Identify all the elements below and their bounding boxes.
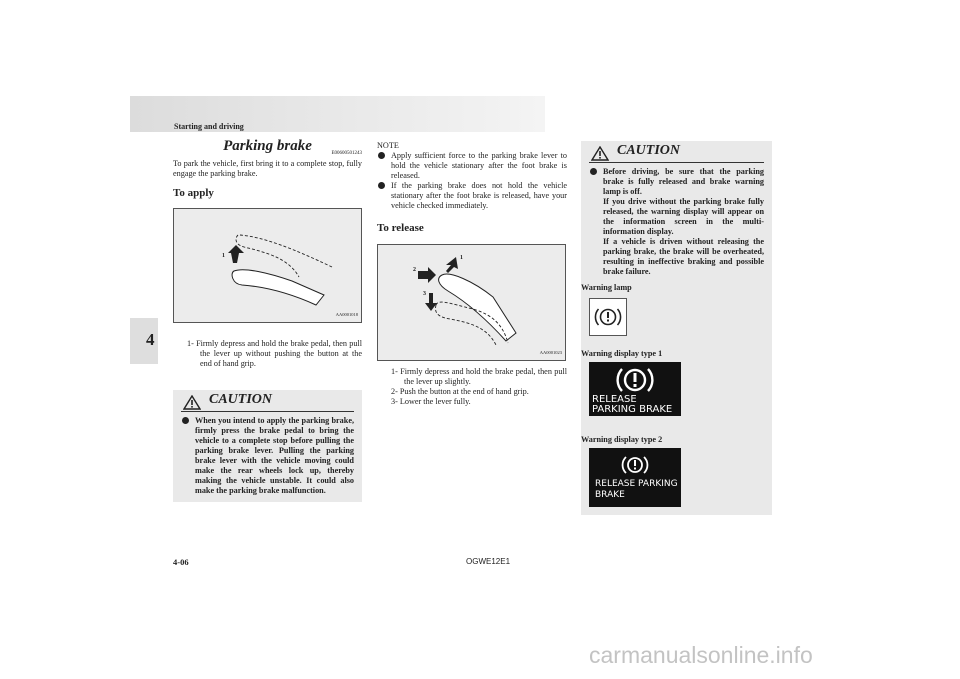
- apply-steps: [173, 339, 362, 369]
- watermark: carmanualsonline.info: [589, 642, 813, 668]
- caution-box-release: [581, 141, 772, 515]
- document-code: OGWE12E1: [466, 557, 511, 566]
- caution-header: [181, 394, 354, 412]
- bullet-icon: [182, 417, 189, 424]
- display2-label: Warning display type 2: [581, 435, 663, 444]
- caution-heading: CAUTION: [209, 392, 273, 407]
- brake-warning-icon: [589, 365, 681, 397]
- column-right: [581, 141, 772, 515]
- release-figure: [377, 244, 566, 361]
- warning-display-type2: [589, 448, 681, 507]
- note-label: NOTE: [377, 141, 399, 150]
- brake-warning-icon: [590, 299, 626, 335]
- arrow-up-icon: [228, 245, 244, 263]
- chapter-number: 4: [146, 330, 155, 349]
- brake-warning-icon: [589, 453, 681, 479]
- section-code: E00600501243: [331, 151, 362, 156]
- page-number: 4-06: [173, 557, 189, 567]
- arrow-up-icon: [446, 257, 458, 273]
- note-bullet-1: Apply sufficient force to the parking brake lever to hold the vehicle stationary after the foot brake is released.: [377, 151, 567, 181]
- caution-bullet: When you intend to apply the parking brake, firmly press the brake pedal to bring the vehicle to a complete stop before pulling the parking brake lever. Pulling the parking brake lever with the vehicle moving could make the rear wheels lock up, thereby making the vehicle unstable. It could also make the parking brake malfunction.: [181, 416, 354, 496]
- chapter-tab: [130, 318, 158, 364]
- section-title: Starting and driving: [174, 122, 244, 131]
- header-band: [130, 96, 545, 132]
- page-title: Parking brake: [223, 138, 312, 154]
- step-3: 3- Lower the lever fully.: [391, 397, 471, 406]
- figure-code: AA0001023: [539, 350, 562, 355]
- step-1: 1- Firmly depress and hold the brake pedal, then pull the lever up without pushing the button at the end of hand grip.: [187, 339, 362, 368]
- warning-triangle-icon: [591, 146, 609, 161]
- caution-paragraph-2: If you drive without the parking brake fully released, the warning display will appear on the information screen in the multi-information display.: [603, 197, 764, 236]
- callout-1: 1: [222, 253, 225, 259]
- warning-triangle-icon: [183, 395, 201, 410]
- caution-paragraph-1: Before driving, be sure that the parking brake is fully released and brake warning lamp is off.: [603, 167, 764, 196]
- subhead-release: To release: [377, 222, 424, 234]
- step-1: 1- Firmly depress and hold the brake pedal, then pull the lever up slightly.: [391, 367, 567, 386]
- warning-lamp-label: Warning lamp: [581, 283, 632, 292]
- caution-header: [589, 145, 764, 163]
- display1-line1: RELEASE: [592, 394, 637, 405]
- warning-lamp-box: [589, 298, 627, 336]
- intro-text: To park the vehicle, first bring it to a complete stop, fully engage the parking brake.: [173, 159, 362, 178]
- arrow-down-icon: [425, 293, 437, 311]
- lever-release-illustration: [378, 245, 565, 360]
- step-2: 2- Push the button at the end of hand grip.: [391, 387, 529, 396]
- bullet-icon: [590, 168, 597, 175]
- warning-display-type1: [589, 362, 681, 416]
- lever-apply-illustration: [174, 209, 361, 322]
- arrow-right-icon: [418, 267, 436, 283]
- subhead-apply: To apply: [173, 187, 214, 199]
- bullet-icon: [378, 182, 385, 189]
- callout-3: 3: [423, 291, 426, 297]
- bullet-icon: [378, 152, 385, 159]
- column-middle: [377, 141, 567, 407]
- display2-line1: RELEASE PARKING: [595, 479, 678, 489]
- display1-line2: PARKING BRAKE: [592, 404, 673, 415]
- caution-box-apply: [173, 390, 362, 502]
- callout-1: 1: [460, 255, 463, 261]
- apply-figure: [173, 208, 362, 323]
- figure-code: AA0001018: [335, 312, 358, 317]
- display2-line2: BRAKE: [595, 490, 625, 500]
- note-bullet-2: If the parking brake does not hold the vehicle stationary after the foot brake is released, have your vehicle checked immediately.: [377, 181, 567, 211]
- callout-2: 2: [413, 267, 416, 273]
- caution-heading: CAUTION: [617, 143, 681, 158]
- column-left: [173, 138, 362, 502]
- caution-bullet: [589, 167, 764, 277]
- release-steps: [377, 367, 567, 407]
- display1-label: Warning display type 1: [581, 349, 663, 358]
- caution-paragraph-3: If a vehicle is driven without releasing the parking brake, the brake will be overheated, resulting in ineffective braking and possible brake failure.: [603, 237, 764, 276]
